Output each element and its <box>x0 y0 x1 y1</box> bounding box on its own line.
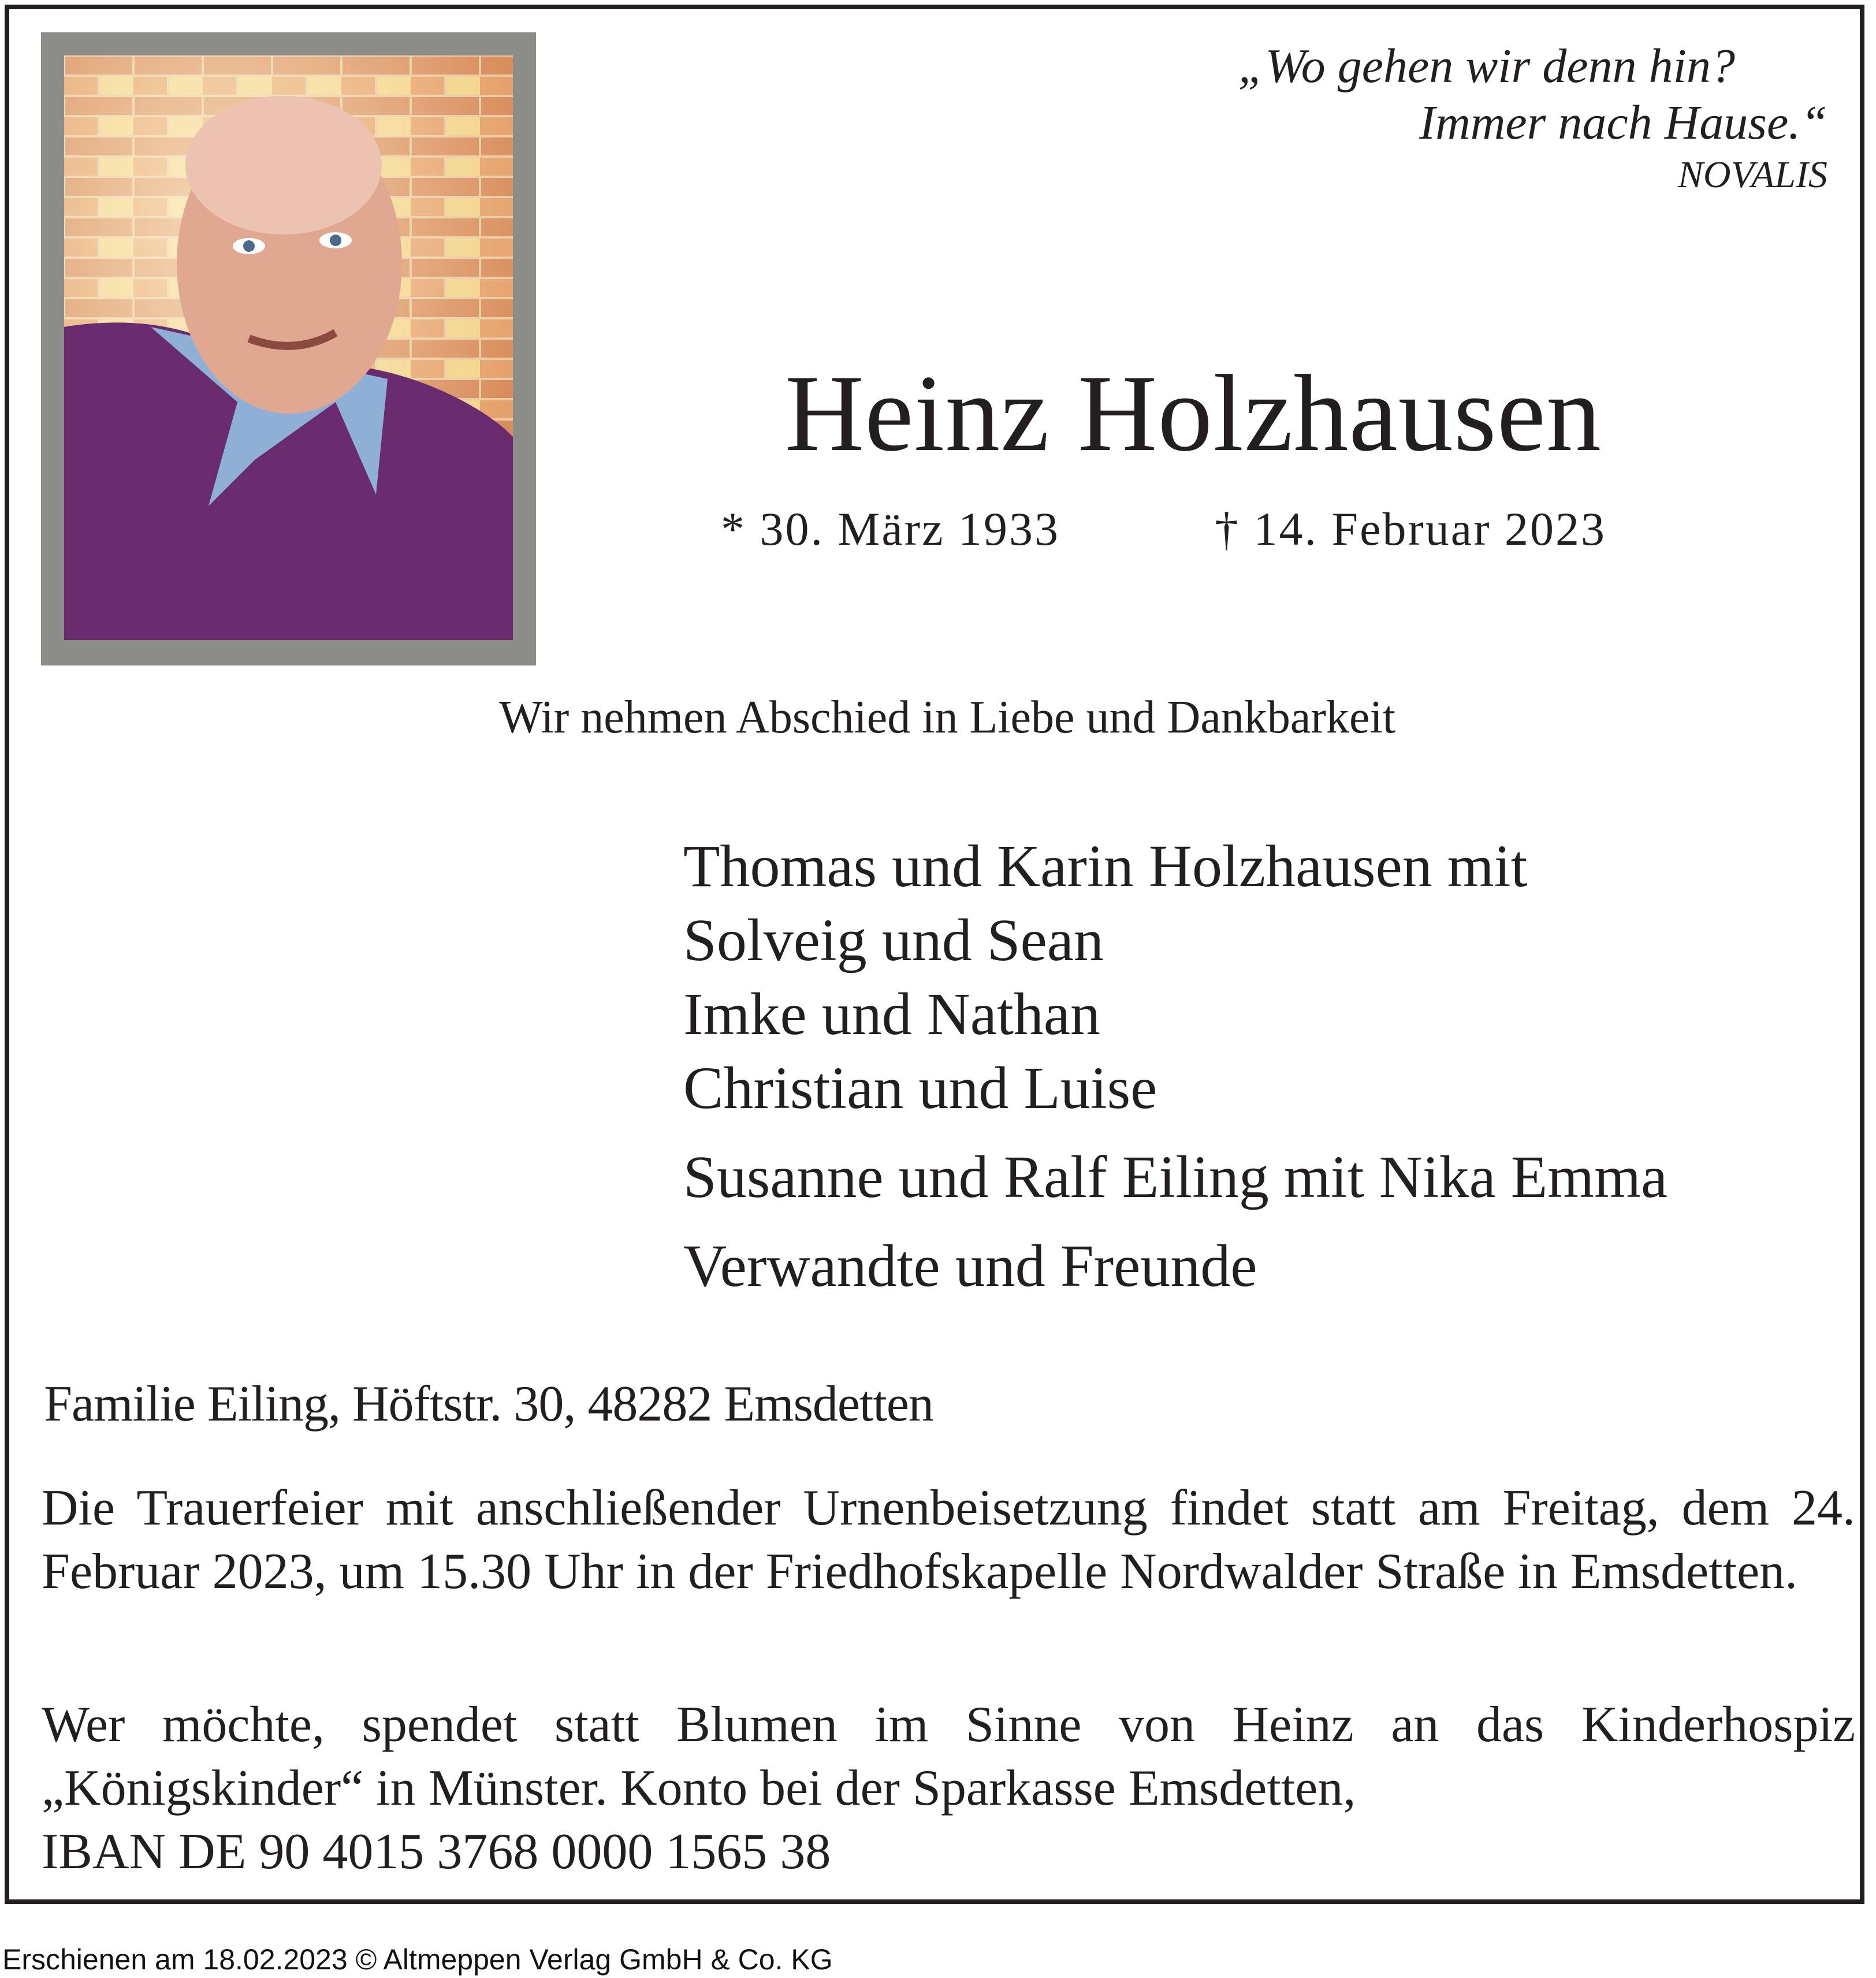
epigraph <box>1238 38 1827 199</box>
ceremony-notice: Die Trauerfeier mit anschließender Urnenbeisetzung findet statt am Freitag, dem 24. Februar 2023, um 15.30 Uhr in der Friedhofskapelle Nordwalder Straße in Emsdetten. <box>42 1480 1855 1600</box>
death-date: † 14. Februar 2023 <box>1215 503 1607 555</box>
quote-line-1: „Wo gehen wir denn hin? <box>1238 39 1735 93</box>
mourner-line: Imke und Nathan <box>683 981 1101 1047</box>
mourner-line: Christian und Luise <box>683 1055 1157 1121</box>
birth-date: * 30. März 1933 <box>721 503 1060 555</box>
portrait-photo <box>64 55 513 640</box>
obituary-frame <box>5 5 1864 1904</box>
family-address: Familie Eiling, Höftstr. 30, 48282 Emsdetten <box>44 1376 933 1432</box>
farewell-line: Wir nehmen Abschied in Liebe und Dankbarkeit <box>499 692 1395 743</box>
donation-iban: IBAN DE 90 4015 3768 0000 1565 38 <box>42 1824 831 1880</box>
mourner-line: Thomas und Karin Holzhausen mit <box>683 833 1528 899</box>
quote-author: NOVALIS <box>1677 154 1827 196</box>
quote-line-2: Immer nach Hause.“ <box>1419 96 1827 150</box>
mourners-list <box>683 830 1667 1303</box>
portrait-frame <box>41 32 536 665</box>
deceased-name: Heinz Holzhausen <box>784 353 1602 474</box>
donation-text: Wer möchte, spendet statt Blumen im Sinne von Heinz an das Kinderhospiz „Königskinder“ in Münster. Konto bei der Sparkasse Emsdetten, <box>42 1697 1855 1816</box>
publication-footer: Erschienen am 18.02.2023 © Altmeppen Verlag GmbH & Co. KG <box>2 1943 833 1976</box>
mourner-line: Solveig und Sean <box>683 907 1104 973</box>
donation-notice <box>42 1693 1855 1884</box>
mourner-line: Susanne und Ralf Eiling mit Nika Emma <box>683 1144 1668 1210</box>
mourner-line: Verwandte und Freunde <box>683 1233 1257 1299</box>
